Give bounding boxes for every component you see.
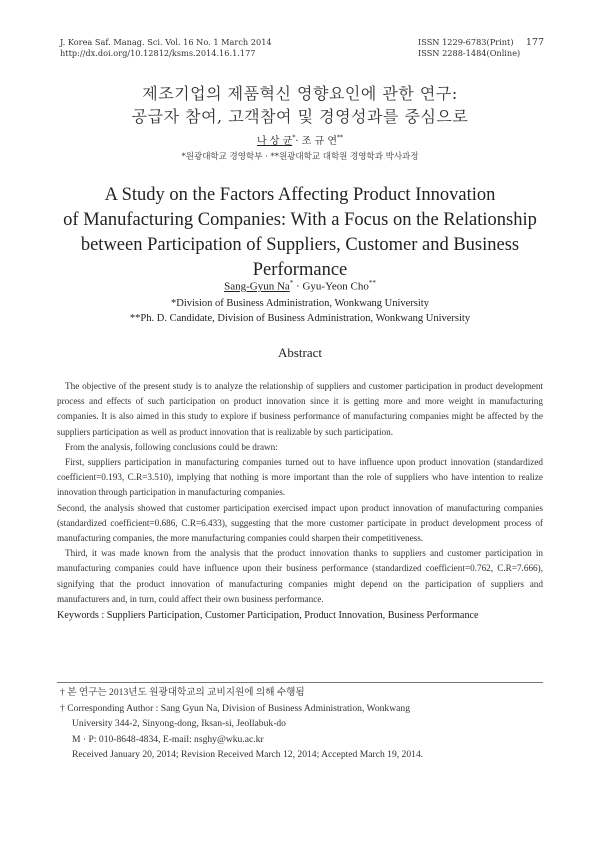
contact-info: M · P: 010-8648-4834, E-mail: nsghy@wku.ac.kr bbox=[72, 733, 264, 745]
korean-author2: · 조 규 연 bbox=[295, 136, 338, 147]
english-title-line3: between Participation of Suppliers, Customer and Business bbox=[80, 235, 520, 255]
english-title-line2: of Manufacturing Companies: With a Focus on the Relationship bbox=[63, 210, 537, 230]
english-author2-mark: ** bbox=[368, 279, 376, 287]
korean-title-line2: 공급자 참여, 고객참여 및 경영성과를 중심으로 bbox=[131, 107, 469, 126]
korean-author1-mark: * bbox=[292, 134, 296, 142]
issn-print: ISSN 1229-6783(Print) bbox=[418, 37, 514, 47]
abstract-paragraph: Third, it was made known from the analysis that the product innovation thanks to suppliers and customer participation in manufacturing companies could have influence upon their business performance (standardized coefficient=0.762, C.R=7.666), signifying that the product innovation of manufacturing companies might depend on the participation of suppliers and manufacturers and, in turn, could affect their own business performance. bbox=[57, 548, 543, 604]
header-issn-info bbox=[418, 37, 520, 59]
keywords: Keywords : Suppliers Participation, Customer Participation, Product Innovation, Business Performance bbox=[57, 610, 479, 622]
english-title bbox=[40, 183, 560, 283]
english-affiliations bbox=[0, 296, 600, 326]
english-title-line4: Performance bbox=[252, 260, 348, 280]
corresponding-author-line1: † Corresponding Author : Sang Gyun Na, Division of Business Administration, Wonkwang bbox=[60, 702, 411, 714]
abstract-paragraph: From the analysis, following conclusions could be drawn: bbox=[65, 441, 278, 452]
english-title-line1: A Study on the Factors Affecting Product Innovation bbox=[104, 185, 496, 205]
abstract-body bbox=[57, 379, 543, 623]
footnotes bbox=[60, 685, 540, 763]
korean-author1: 나 상 균 bbox=[256, 136, 293, 147]
abstract-paragraph: Second, the analysis showed that customer participation exercised impact upon product innovation of manufacturing companies (standardized coefficient=0.686, C.R=6.433), suggesting that the more customer participate in product development process of manufacturing companies, the more manufacturing companies could sharpen their competitiveness. bbox=[57, 502, 543, 544]
korean-title-line1: 제조기업의 제품혁신 영향요인에 관한 연구: bbox=[142, 84, 458, 103]
korean-authors bbox=[0, 132, 600, 147]
journal-line: J. Korea Saf. Manag. Sci. Vol. 16 No. 1 March 2014 bbox=[60, 37, 272, 47]
page-number: 177 bbox=[525, 37, 544, 48]
footnote-divider bbox=[57, 682, 543, 683]
abstract-paragraph: First, suppliers participation in manufacturing companies turned out to have influence upon product innovation (standardized coefficient=0.193, C.R=3.510), implying that nothing is more important than the role of suppliers who have intention to realize innovation through participation in manufacturing companies. bbox=[57, 457, 543, 498]
korean-author2-mark: ** bbox=[337, 134, 344, 142]
corresponding-author-line2: University 344-2, Sinyong-dong, Iksan-si, Jeollabuk-do bbox=[72, 718, 286, 730]
korean-title bbox=[0, 82, 600, 128]
english-authors bbox=[0, 279, 600, 293]
english-author1-mark: * bbox=[289, 279, 294, 287]
english-author2: · Gyu-Yeon Cho bbox=[293, 280, 369, 293]
english-author1: Sang-Gyun Na bbox=[224, 280, 290, 293]
korean-affiliation: *원광대학교 경영학부 · **원광대학교 대학원 경영학과 박사과정 bbox=[181, 152, 419, 162]
abstract-heading: Abstract bbox=[277, 345, 323, 360]
funding-note: † 본 연구는 2013년도 원광대학교의 교비지원에 의해 수행됨 bbox=[60, 687, 305, 698]
received-dates: Received January 20, 2014; Revision Received March 12, 2014; Accepted March 19, 2014. bbox=[72, 749, 424, 761]
issn-online: ISSN 2288-1484(Online) bbox=[418, 48, 521, 58]
english-affiliation2: **Ph. D. Candidate, Division of Business Administration, Wonkwang University bbox=[129, 313, 471, 324]
abstract-paragraph: The objective of the present study is to analyze the relationship of suppliers and customer participation in product development process and effects of such participation on product innovation since it is getting more and more weight in manufacturing companies. It is also aimed in this study to explore if business performance of manufacturing companies might be affected by the suppliers participation as well as product innovation that is realizable by such participation. bbox=[57, 381, 543, 437]
header-journal-info bbox=[60, 37, 272, 59]
doi-link[interactable]: http://dx.doi.org/10.12812/ksms.2014.16.1.177 bbox=[60, 48, 256, 58]
english-affiliation1: *Division of Business Administration, Wonkwang University bbox=[171, 298, 429, 309]
